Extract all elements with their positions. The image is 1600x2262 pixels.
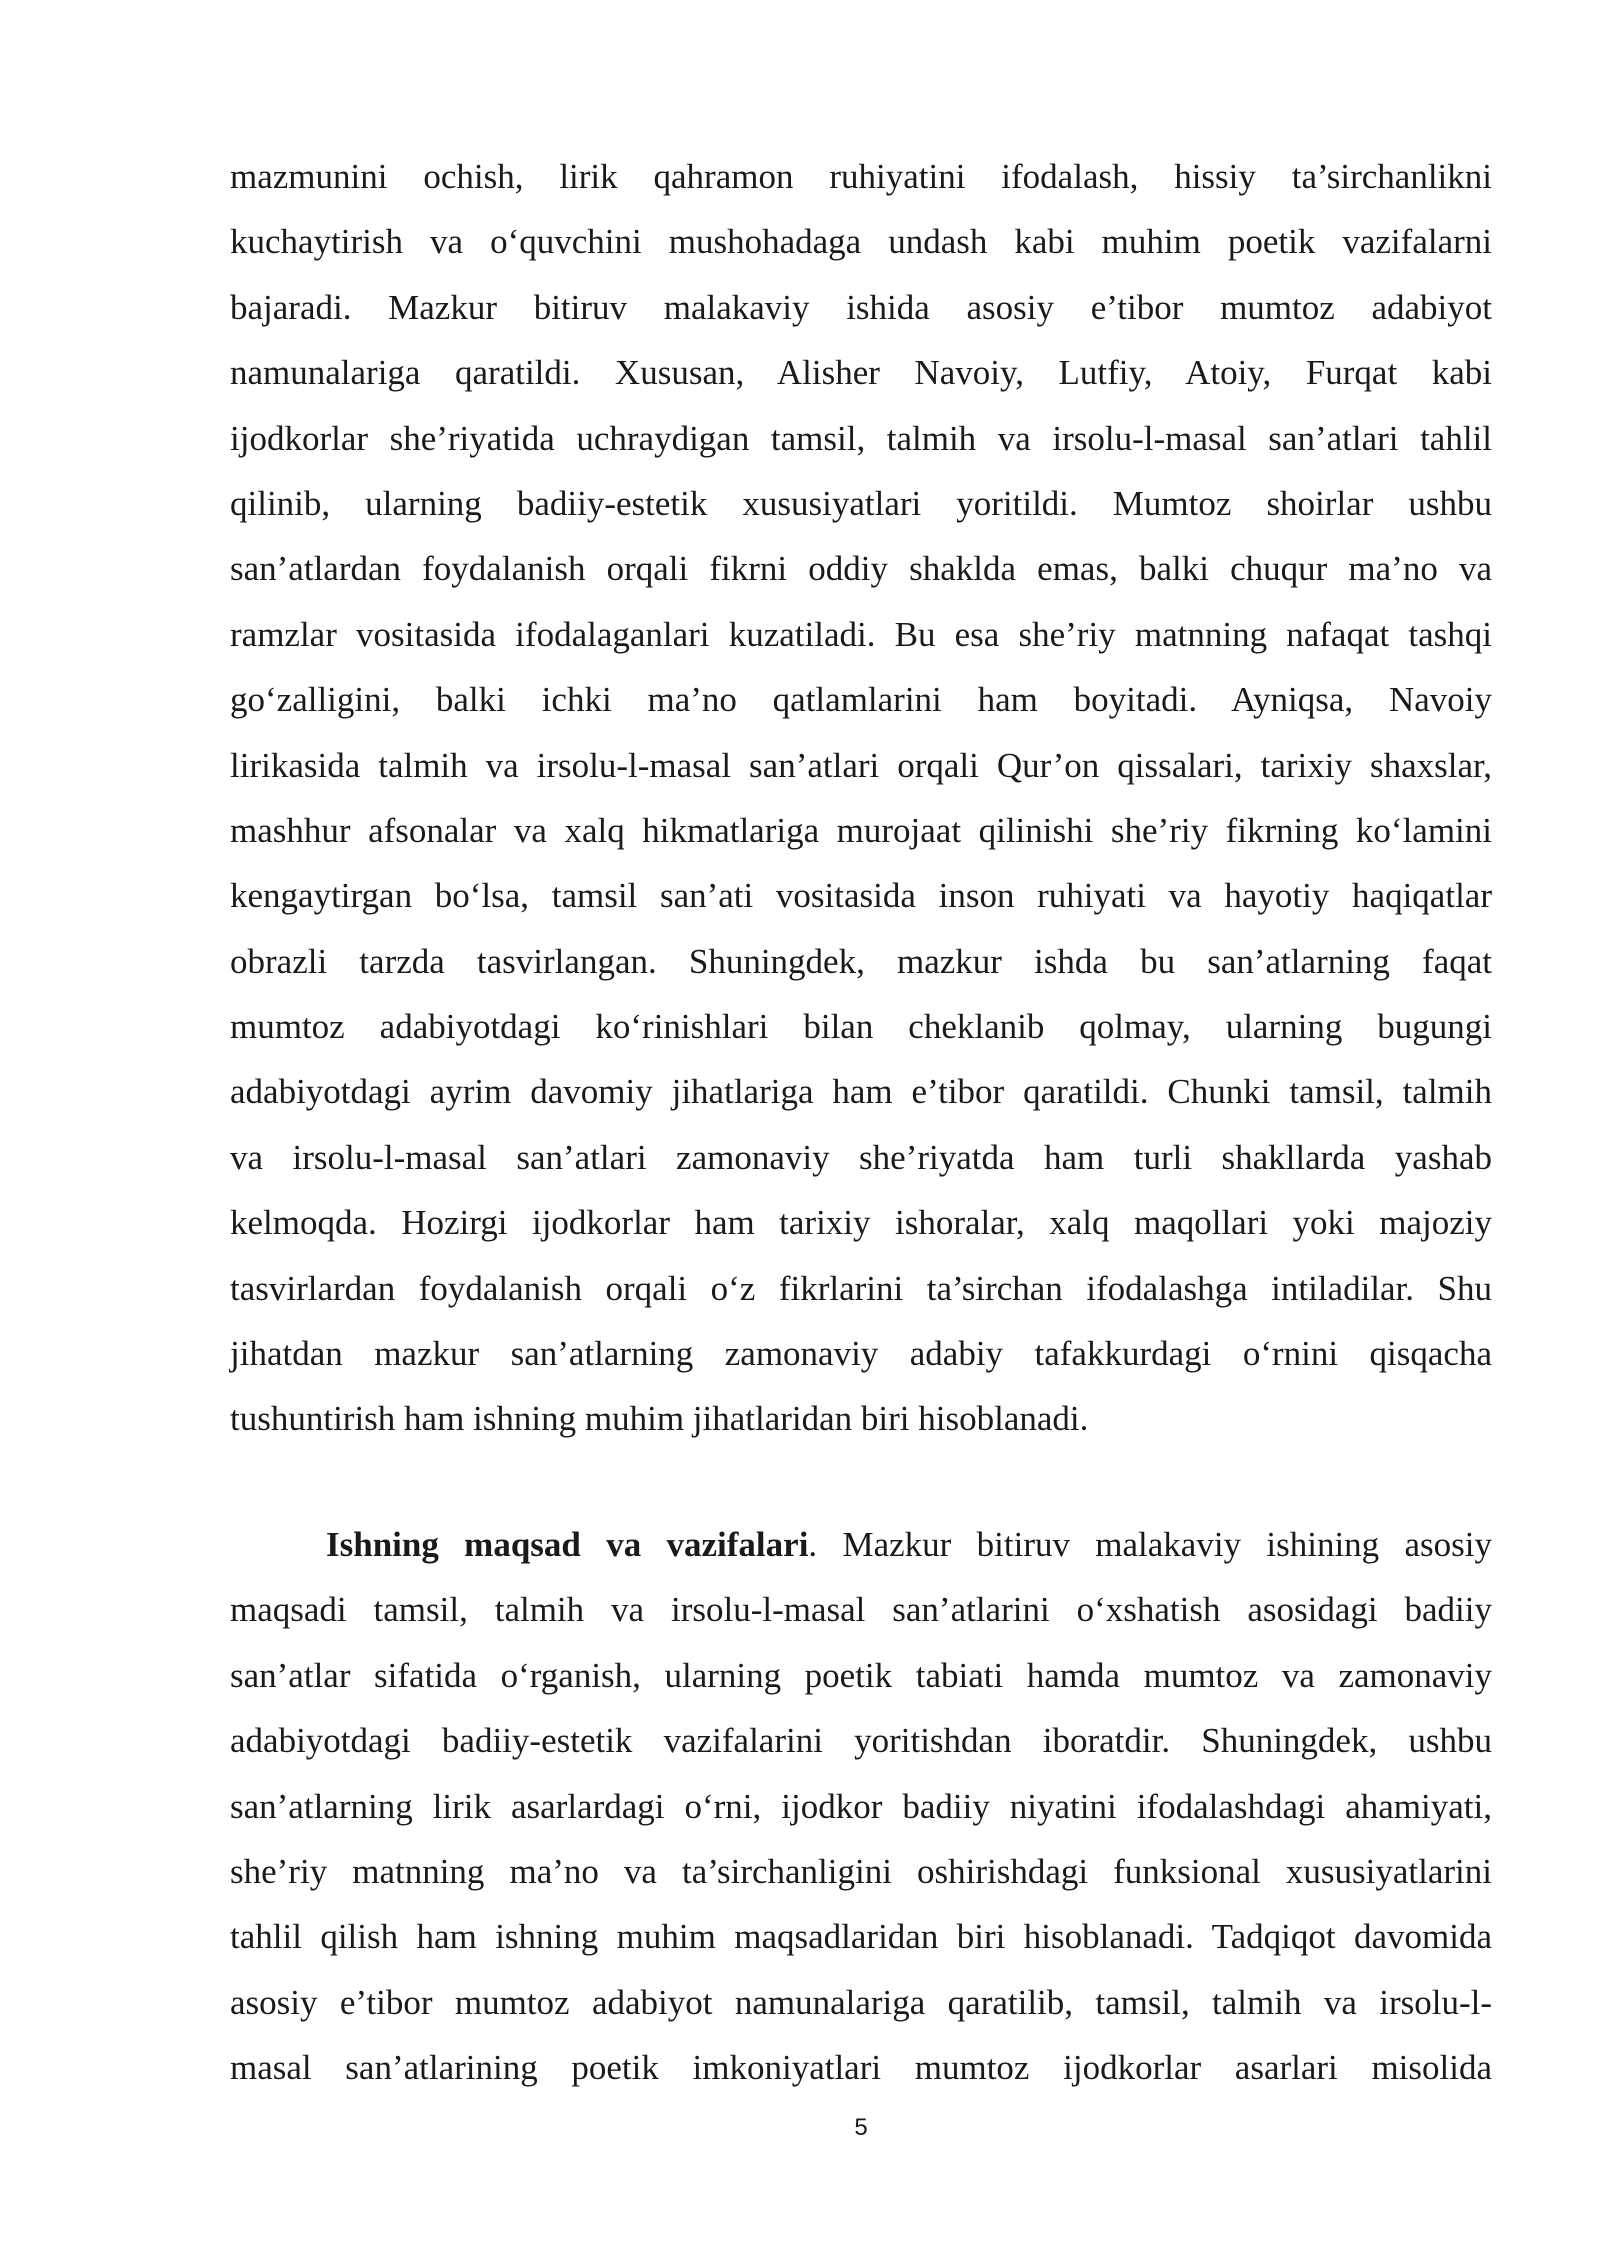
text-line: adabiyotdagi badiiy-estetik vazifalarini yoritishdan iboratdir. Shuningdek, ushbu [230, 1721, 1492, 1761]
text-line: obrazli tarzda tasvirlangan. Shuningdek, mazkur ishda bu san’atlarning faqat [230, 941, 1492, 981]
text-line: adabiyotdagi ayrim davomiy jihatlariga ham e’tibor qaratildi. Chunki tamsil, talmih [230, 1072, 1492, 1112]
text-line [230, 1512, 1492, 1577]
text-line: tahlil qilish ham ishning muhim maqsadlaridan biri hisoblanadi. Tadqiqot davomida [230, 1917, 1492, 1957]
text-line: kuchaytirish va o‘quvchini mushohadaga undash kabi muhim poetik vazifalarni [230, 222, 1492, 262]
text-line: va irsolu-l-masal san’atlari zamonaviy she’riyatda ham turli shakllarda yashab [230, 1137, 1492, 1177]
text-line: lirikasida talmih va irsolu-l-masal san’atlari orqali Qur’on qissalari, tarixiy shaxslar, [230, 745, 1492, 785]
text-line: kelmoqda. Hozirgi ijodkorlar ham tarixiy ishoralar, xalq maqollari yoki majoziy [230, 1203, 1492, 1243]
text-line: maqsadi tamsil, talmih va irsolu-l-masal san’atlarini o‘xshatish asosidagi badiiy [230, 1590, 1492, 1630]
body-paragraph-2 [230, 1512, 1492, 2101]
text-line: namunalariga qaratildi. Xususan, Alisher Navoiy, Lutfiy, Atoiy, Furqat kabi [230, 353, 1492, 393]
page-number: 5 [854, 2114, 868, 2141]
text-line: san’atlar sifatida o‘rganish, ularning poetik tabiati hamda mumtoz va zamonaviy [230, 1655, 1492, 1695]
heading-line-rest: . Mazkur bitiruv malakaviy ishining asosiy [808, 1525, 1492, 1564]
text-line: tasvirlardan foydalanish orqali o‘z fikrlarini ta’sirchan ifodalashga intiladilar. Shu [230, 1268, 1492, 1308]
text-line: san’atlarning lirik asarlardagi o‘rni, ijodkor badiiy niyatini ifodalashdagi ahamiyati, [230, 1786, 1492, 1826]
text-line: kengaytirgan bo‘lsa, tamsil san’ati vositasida inson ruhiyati va hayotiy haqiqatlar [230, 876, 1492, 916]
section-heading: Ishning maqsad va vazifalari [326, 1525, 809, 1564]
text-line: bajaradi. Mazkur bitiruv malakaviy ishida asosiy e’tibor mumtoz adabiyot [230, 287, 1492, 327]
text-line: masal san’atlarining poetik imkoniyatlari mumtoz ijodkorlar asarlari misolida [230, 2048, 1492, 2088]
text-line: go‘zalligini, balki ichki ma’no qatlamlarini ham boyitadi. Ayniqsa, Navoiy [230, 680, 1492, 720]
text-line: qilinib, ularning badiiy-estetik xususiyatlari yoritildi. Mumtoz shoirlar ushbu [230, 483, 1492, 523]
text-line: mazmunini ochish, lirik qahramon ruhiyatini ifodalash, hissiy ta’sirchanlikni [230, 157, 1492, 196]
text-line: san’atlardan foydalanish orqali fikrni oddiy shaklda emas, balki chuqur ma’no va [230, 549, 1492, 589]
text-line: mashhur afsonalar va xalq hikmatlariga murojaat qilinishi she’riy fikrning ko‘lamini [230, 810, 1492, 850]
body-paragraph-1 [230, 144, 1492, 1452]
text-line: ijodkorlar she’riyatida uchraydigan tamsil, talmih va irsolu-l-masal san’atlari tahlil [230, 418, 1492, 458]
text-line: jihatdan mazkur san’atlarning zamonaviy adabiy tafakkurdagi o‘rnini qisqacha [230, 1334, 1492, 1374]
text-line: mumtoz adabiyotdagi ko‘rinishlari bilan cheklanib qolmay, ularning bugungi [230, 1007, 1492, 1047]
text-line: ramzlar vositasida ifodalaganlari kuzatiladi. Bu esa she’riy matnning nafaqat tashqi [230, 614, 1492, 654]
text-line: asosiy e’tibor mumtoz adabiyot namunalariga qaratilib, tamsil, talmih va irsolu-l- [230, 1982, 1492, 2022]
text-line: tushuntirish ham ishning muhim jihatlaridan biri hisoblanadi. [230, 1399, 1089, 1439]
text-line: she’riy matnning ma’no va ta’sirchanligini oshirishdagi funksional xususiyatlarini [230, 1851, 1492, 1891]
